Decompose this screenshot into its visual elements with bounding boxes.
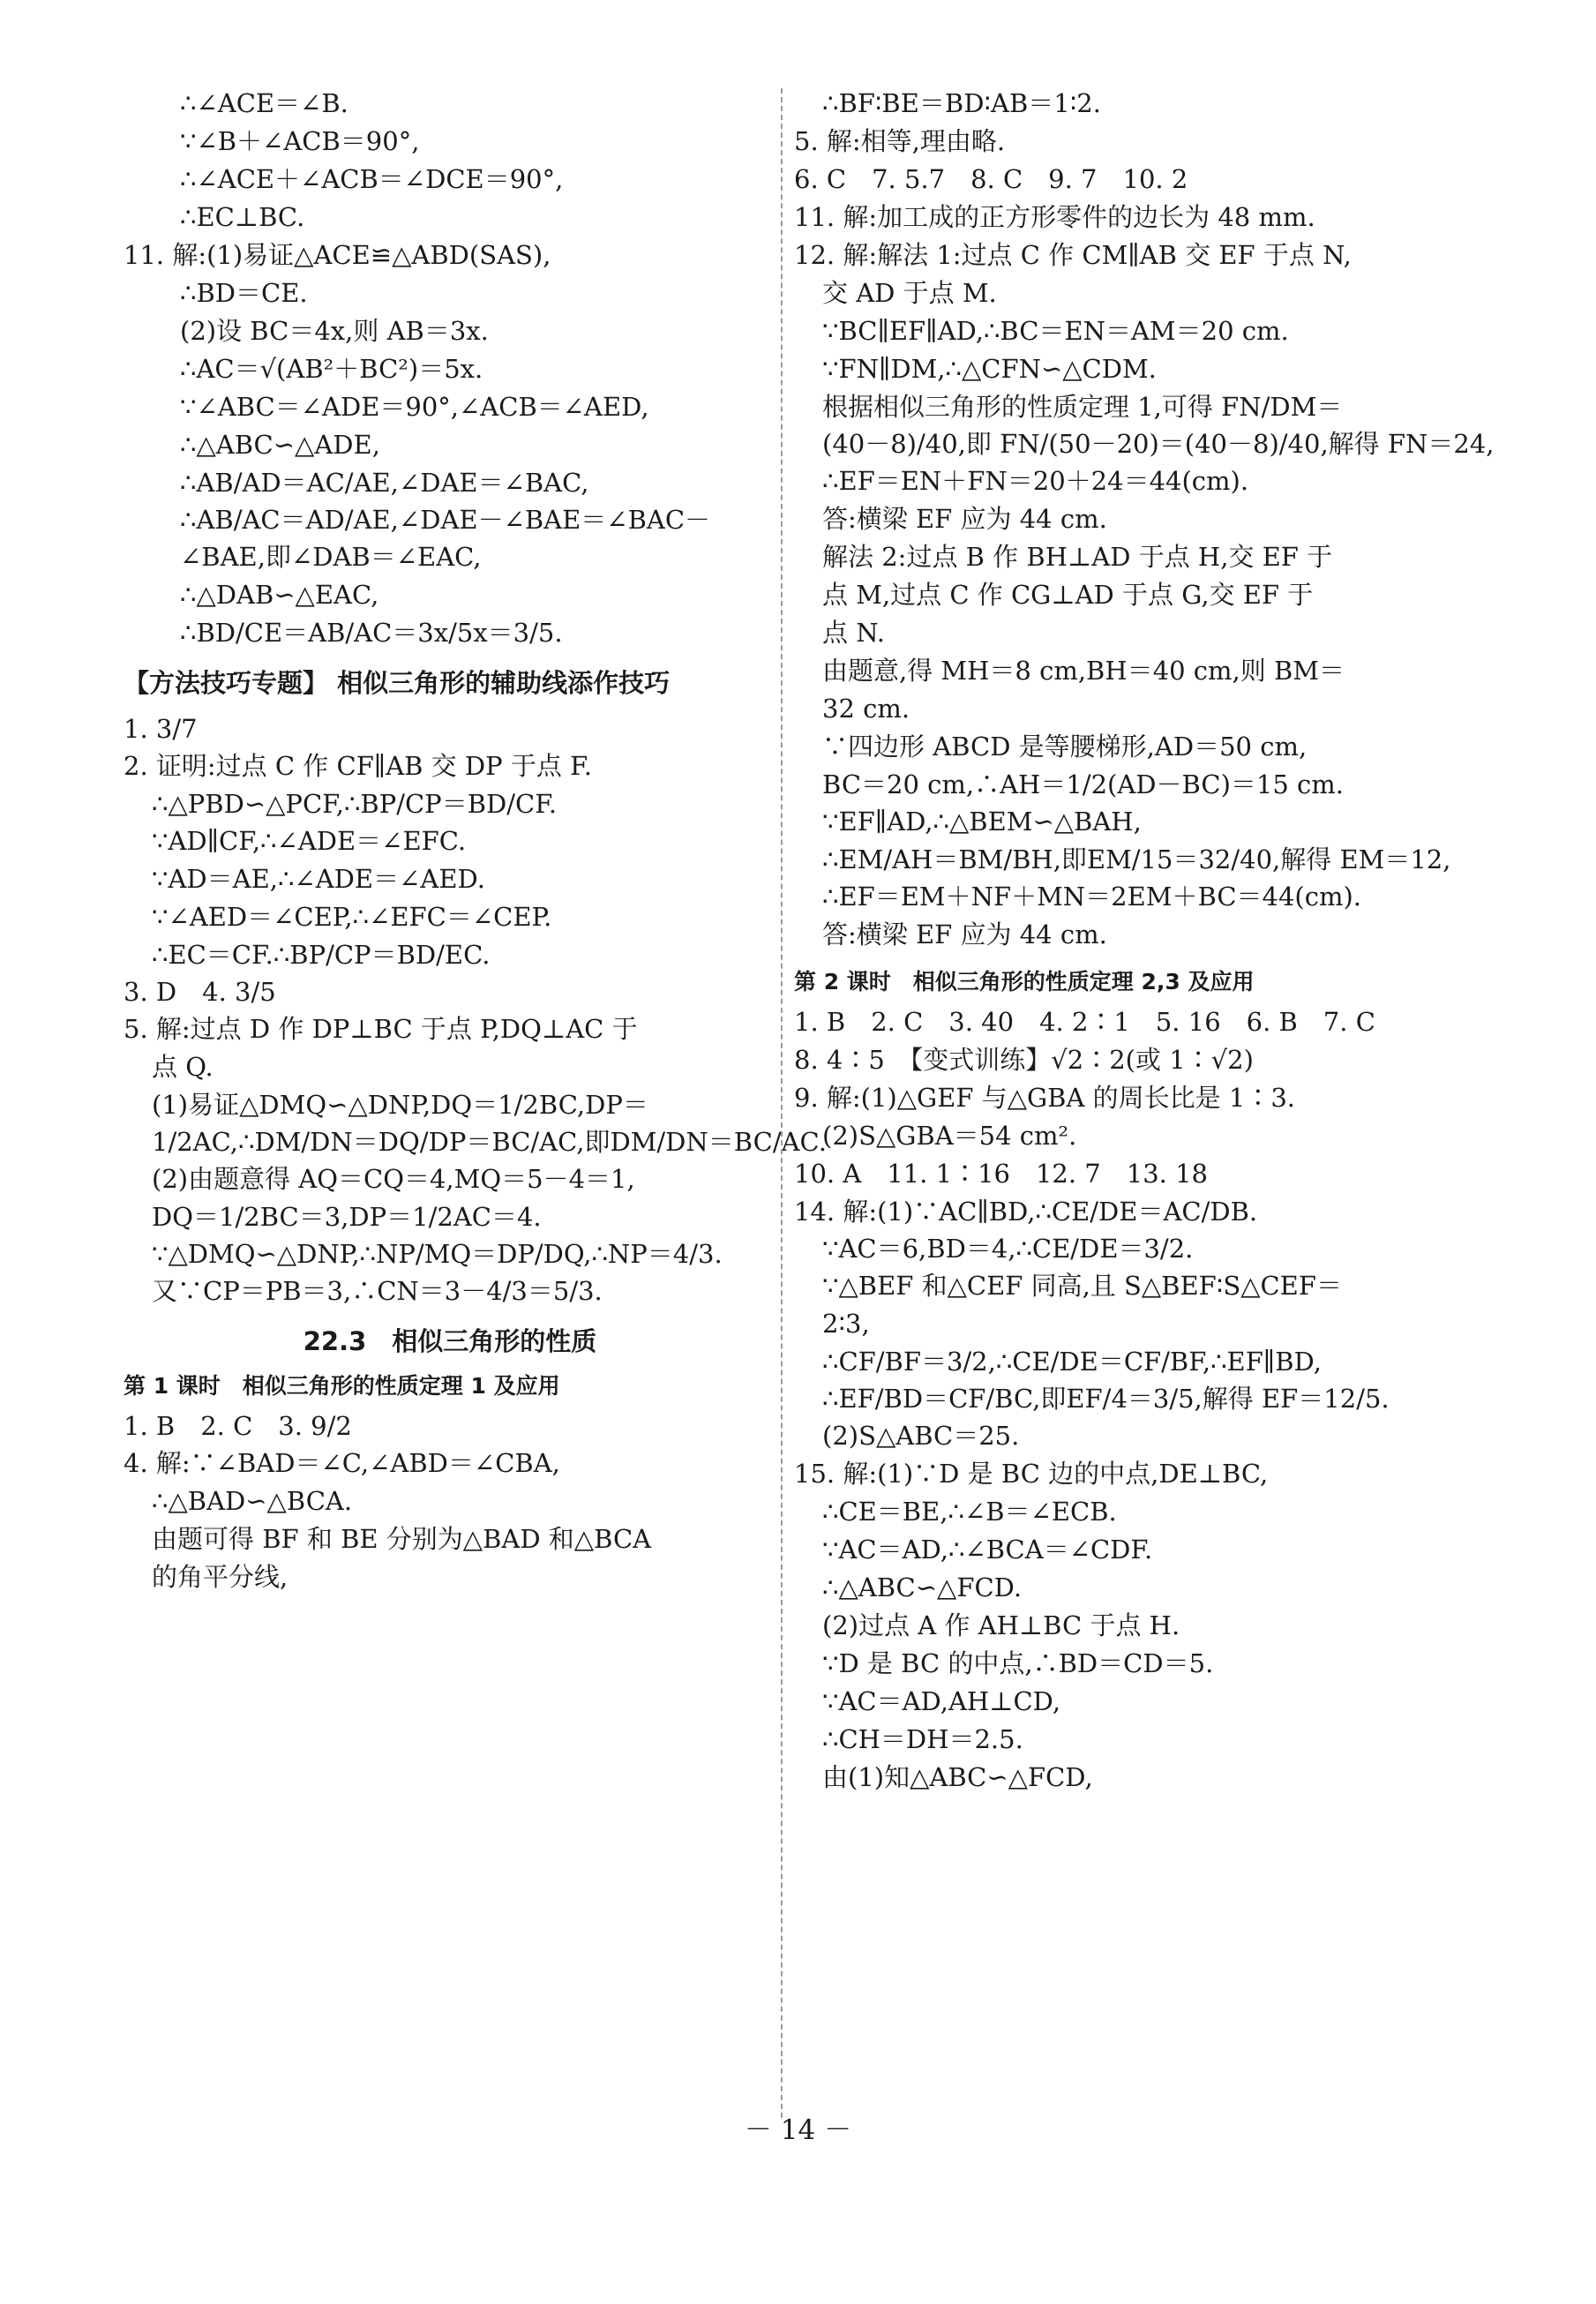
answer-line: ∴EF＝EN＋FN＝20＋24＝44(cm). (822, 466, 1249, 496)
right-column (794, 85, 1495, 1797)
column-divider (781, 88, 783, 2118)
answer-line: 由题意,得 MH＝8 cm,BH＝40 cm,则 BM＝ (822, 656, 1345, 686)
answer-line: ∴CF/BF＝3/2,∴CE/DE＝CF/BF,∴EF∥BD, (822, 1347, 1322, 1377)
page-number: － 14 － (744, 2114, 852, 2146)
answer-line: ∵AD＝AE,∴∠ADE＝∠AED. (152, 864, 485, 894)
answer-line: DQ＝1/2BC＝3,DP＝1/2AC＝4. (152, 1202, 542, 1232)
answer-line: ∴△PBD∽△PCF,∴BP/CP＝BD/CF. (152, 789, 558, 819)
answer-line: 1/2AC,∴DM/DN＝DQ/DP＝BC/AC,即DM/DN＝BC/AC. (152, 1127, 827, 1157)
answer-line: (2)S△GBA＝54 cm². (822, 1121, 1077, 1151)
answer-line: ∴∠ACE＝∠B. (180, 88, 348, 118)
answer-line: 1. B 2. C 3. 40 4. 2∶1 5. 16 6. B 7. C (794, 1007, 1375, 1037)
answer-line: ∵AC＝AD,AH⊥CD, (822, 1686, 1061, 1716)
answer-line: 11. 解:(1)易证△ACE≌△ABD(SAS), (124, 240, 551, 270)
answer-line: ∴EF/BD＝CF/BC,即EF/4＝3/5,解得 EF＝12/5. (822, 1384, 1390, 1414)
answer-line: 又∵CP＝PB＝3,∴CN＝3－4/3＝5/3. (152, 1276, 603, 1306)
answer-line: 5. 解:相等,理由略. (794, 126, 1006, 156)
answer-line: 5. 解:过点 D 作 DP⊥BC 于点 P,DQ⊥AC 于 (124, 1014, 638, 1044)
answer-line: 15. 解:(1)∵D 是 BC 边的中点,DE⊥BC, (794, 1459, 1269, 1489)
answer-line: (2)S△ABC＝25. (822, 1421, 1020, 1451)
answer-line: ∴EF＝EM＋NF＋MN＝2EM＋BC＝44(cm). (822, 882, 1362, 912)
answer-line: ∴EC＝CF.∴BP/CP＝BD/EC. (152, 940, 491, 970)
section-heading: 【方法技巧专题】 相似三角形的辅助线添作技巧 (124, 668, 671, 698)
lesson-subheading: 第 1 课时 相似三角形的性质定理 1 及应用 (124, 1373, 560, 1399)
answer-line: 9. 解:(1)△GEF 与△GBA 的周长比是 1∶3. (794, 1083, 1295, 1113)
answer-line: 6. C 7. 5.7 8. C 9. 7 10. 2 (794, 164, 1188, 194)
answer-line: 答:横梁 EF 应为 44 cm. (822, 504, 1107, 534)
answer-line: 3. D 4. 3/5 (124, 977, 276, 1007)
answer-line: ∴AB/AD＝AC/AE,∠DAE＝∠BAC, (180, 468, 589, 498)
answer-line: BC＝20 cm,∴AH＝1/2(AD－BC)＝15 cm. (822, 769, 1344, 799)
answer-line: ∴BD＝CE. (180, 278, 308, 308)
answer-line: (1)易证△DMQ∽△DNP,DQ＝1/2BC,DP＝ (152, 1090, 648, 1120)
answer-line: ∴△ABC∽△ADE, (180, 430, 380, 460)
answer-line: ∵D 是 BC 的中点,∴BD＝CD＝5. (822, 1648, 1214, 1678)
answer-line: 2∶3, (822, 1309, 870, 1339)
answer-line: (40－8)/40,即 FN/(50－20)＝(40－8)/40,解得 FN＝24, (822, 429, 1495, 459)
answer-line: 12. 解:解法 1:过点 C 作 CM∥AB 交 EF 于点 N, (794, 240, 1352, 270)
answer-line: 2. 证明:过点 C 作 CF∥AB 交 DP 于点 F. (124, 751, 592, 781)
answer-line: 根据相似三角形的性质定理 1,可得 FN/DM＝ (822, 392, 1343, 422)
answer-line: 由题可得 BF 和 BE 分别为△BAD 和△BCA (152, 1524, 652, 1554)
answer-line: 点 M,过点 C 作 CG⊥AD 于点 G,交 EF 于 (822, 580, 1314, 610)
answer-line: 14. 解:(1)∵AC∥BD,∴CE/DE＝AC/DB. (794, 1197, 1258, 1227)
lesson-subheading: 第 2 课时 相似三角形的性质定理 2,3 及应用 (794, 969, 1255, 994)
answer-line: 4. 解:∵∠BAD＝∠C,∠ABD＝∠CBA, (124, 1448, 560, 1478)
answer-line: (2)过点 A 作 AH⊥BC 于点 H. (822, 1610, 1180, 1640)
answer-line: 解法 2:过点 B 作 BH⊥AD 于点 H,交 EF 于 (822, 542, 1333, 572)
answer-line: ∴AB/AC＝AD/AE,∠DAE－∠BAE＝∠BAC－ (180, 505, 711, 535)
answer-line: ∴△DAB∽△EAC, (180, 580, 379, 610)
answer-line: 32 cm. (822, 694, 910, 724)
answer-line: 的角平分线, (152, 1562, 288, 1592)
answer-line: ∵BC∥EF∥AD,∴BC＝EN＝AM＝20 cm. (822, 316, 1289, 346)
answer-line: ∵∠ABC＝∠ADE＝90°,∠ACB＝∠AED, (180, 392, 649, 422)
answer-line: 8. 4∶5 【变式训练】√2∶2(或 1∶√2) (794, 1045, 1254, 1075)
answer-line: ∴EC⊥BC. (180, 202, 305, 232)
answer-line: ∴△ABC∽△FCD. (822, 1572, 1023, 1602)
answer-line: ∵四边形 ABCD 是等腰梯形,AD＝50 cm, (822, 732, 1308, 762)
answer-line: ∵∠AED＝∠CEP,∴∠EFC＝∠CEP. (152, 902, 552, 932)
answer-line: 10. A 11. 1∶16 12. 7 13. 18 (794, 1159, 1208, 1189)
answer-line: 11. 解:加工成的正方形零件的边长为 48 mm. (794, 202, 1315, 232)
answer-line: ∵AC＝6,BD＝4,∴CE/DE＝3/2. (822, 1234, 1194, 1264)
answer-line: ∴∠ACE＋∠ACB＝∠DCE＝90°, (180, 164, 564, 194)
answer-line: (2)由题意得 AQ＝CQ＝4,MQ＝5－4＝1, (152, 1164, 635, 1194)
answer-line: ∴AC＝√(AB²＋BC²)＝5x. (180, 354, 483, 384)
answer-line: ∠BAE,即∠DAB＝∠EAC, (180, 542, 482, 572)
answer-line: ∴△BAD∽△BCA. (152, 1486, 353, 1516)
answer-line: ∵AD∥CF,∴∠ADE＝∠EFC. (152, 826, 467, 856)
answer-line: 由(1)知△ABC∽△FCD, (822, 1762, 1093, 1792)
section-heading: 22.3 相似三角形的性质 (303, 1326, 597, 1356)
answer-line: ∵△BEF 和△CEF 同高,且 S△BEF∶S△CEF＝ (822, 1271, 1342, 1301)
answer-line: ∴CH＝DH＝2.5. (822, 1724, 1023, 1754)
answer-line: ∵EF∥AD,∴△BEM∽△BAH, (822, 807, 1142, 837)
answer-line: 交 AD 于点 M. (822, 278, 997, 308)
answer-line: (2)设 BC＝4x,则 AB＝3x. (180, 316, 489, 346)
answer-line: 答:横梁 EF 应为 44 cm. (822, 919, 1107, 949)
answer-line: 点 Q. (152, 1052, 214, 1082)
answer-line: ∵FN∥DM,∴△CFN∽△CDM. (822, 354, 1157, 384)
answer-line: ∴BD/CE＝AB/AC＝3x/5x＝3/5. (180, 618, 563, 648)
left-column (124, 85, 827, 1596)
answer-line: ∵△DMQ∽△DNP,∴NP/MQ＝DP/DQ,∴NP＝4/3. (152, 1239, 723, 1269)
answer-line: 1. B 2. C 3. 9/2 (124, 1411, 352, 1441)
answer-line: 1. 3/7 (124, 714, 198, 744)
answer-line: 点 N. (822, 618, 885, 648)
answer-line: ∵∠B＋∠ACB＝90°, (180, 126, 420, 156)
answer-line: ∴CE＝BE,∴∠B＝∠ECB. (822, 1497, 1117, 1527)
answer-line: ∴BF∶BE＝BD∶AB＝1∶2. (822, 88, 1101, 118)
answer-line: ∵AC＝AD,∴∠BCA＝∠CDF. (822, 1535, 1153, 1565)
answer-line: ∴EM/AH＝BM/BH,即EM/15＝32/40,解得 EM＝12, (822, 844, 1451, 874)
